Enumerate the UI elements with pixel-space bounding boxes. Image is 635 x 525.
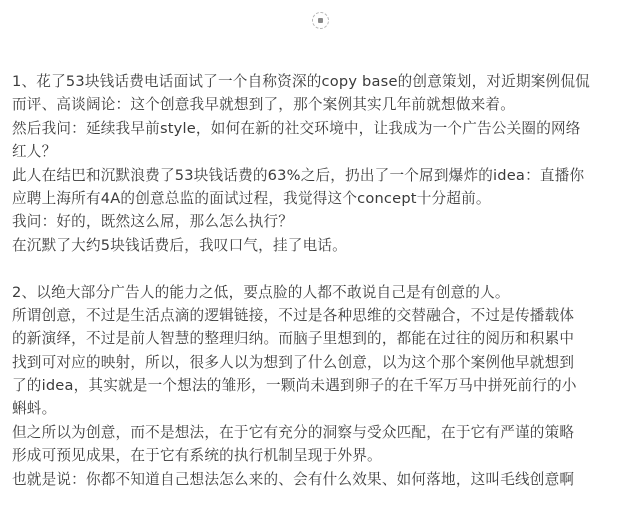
- paragraph-line: 在沉默了大约5块钱话费后，我叹口气，挂了电话。: [12, 236, 347, 254]
- paragraph-line: 而评、高谈阔论：这个创意我早就想到了，那个案例其实几年前就想做来着。: [12, 96, 515, 114]
- circle-dot-ornament-icon: [312, 12, 329, 29]
- paragraph-line: 此人在结巴和沉默浪费了53块钱话费的63%之后，扔出了一个屌到爆炸的idea：直播你: [12, 166, 585, 184]
- paragraph-line: 蝌蚪。: [12, 400, 57, 418]
- paragraph-line: 了的idea，其实就是一个想法的雏形，一颗尚未遇到卵子的在千军万马中拼死前行的小: [12, 377, 577, 395]
- paragraph-line: 1、花了53块钱话费电话面试了一个自称资深的copy base的创意策划，对近期案例侃侃: [12, 73, 590, 90]
- paragraph-line: 2、以绝大部分广告人的能力之低，要点脸的人都不敢说自己是有创意的人。: [12, 283, 510, 301]
- paragraph-line: 的新演绎，不过是前人智慧的整理归纳。而脑子里想到的，都能在过往的阅历和积累中: [12, 330, 575, 348]
- paragraph-line: 找到可对应的映射，所以，很多人以为想到了什么创意，以为这个那个案例他早就想到: [12, 353, 575, 371]
- paragraph-line: 形成可预见成果，在于它有系统的执行机制呈现于外界。: [12, 447, 382, 465]
- paragraph-line: 然后我问：延续我早前style，如何在新的社交环境中，让我成为一个广告公关圈的网络: [12, 119, 581, 137]
- paragraph-line: 应聘上海所有4A的创意总监的面试过程，我觉得这个concept十分超前。: [12, 189, 491, 207]
- paragraph-line: 也就是说：你都不知道自己想法怎么来的、会有什么效果、如何落地，这叫毛线创意啊: [12, 470, 575, 488]
- paragraph-spacer: [12, 257, 628, 280]
- paragraph-line: 我问：好的，既然这么屌，那么怎么执行？: [12, 213, 294, 231]
- paragraph-line: 所谓创意，不过是生活点滴的逻辑链接，不过是各种思维的交替融合，不过是传播载体: [12, 306, 575, 324]
- paragraph-line: 但之所以为创意，而不是想法，在于它有充分的洞察与受众匹配，在于它有严谨的策略: [12, 423, 575, 441]
- article-body: [12, 70, 628, 491]
- paragraph-line: 红人？: [12, 143, 57, 161]
